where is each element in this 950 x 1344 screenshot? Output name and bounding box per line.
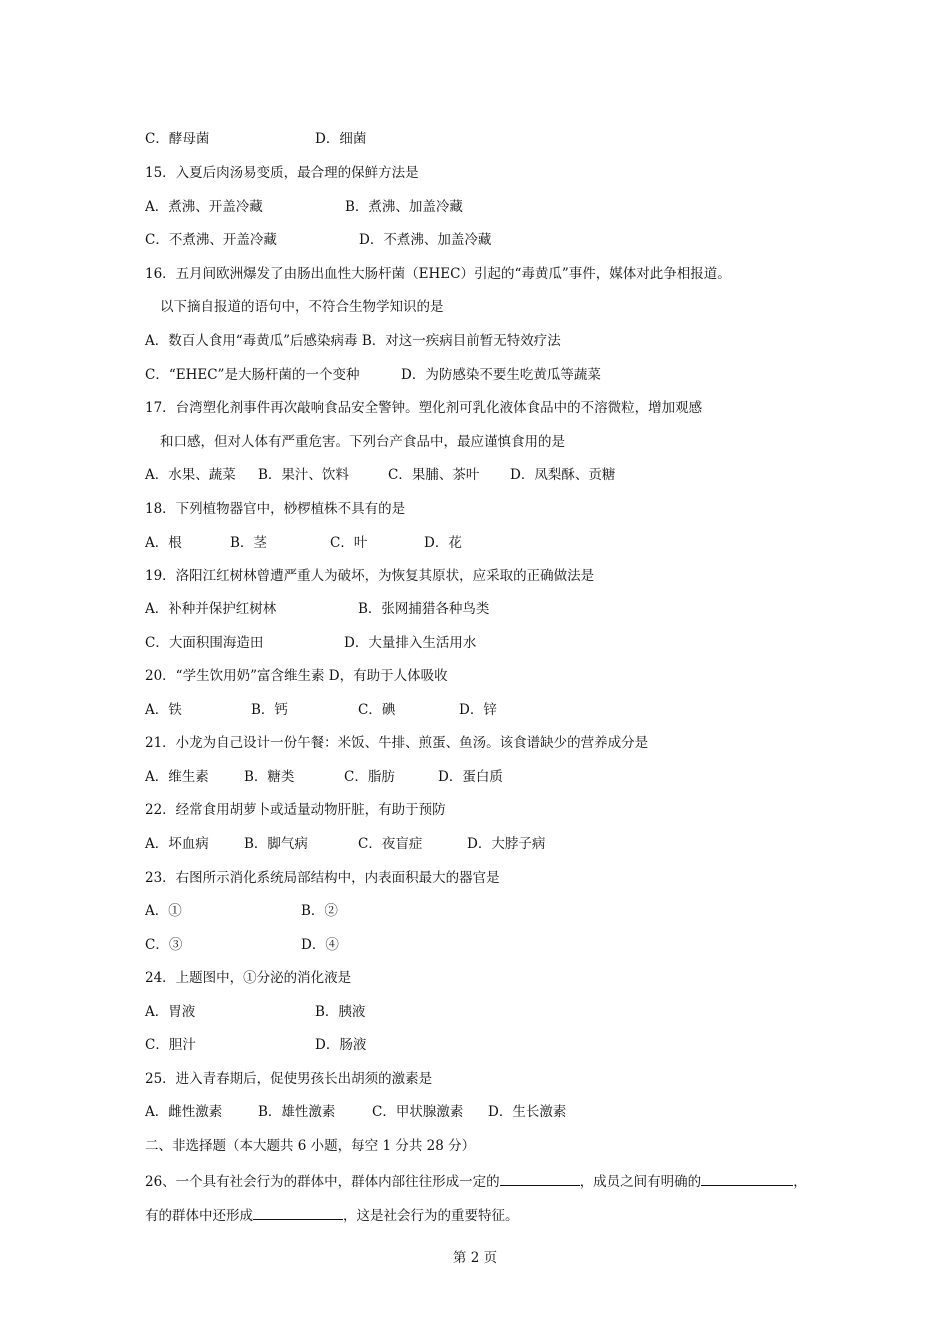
q22-option-b: B．脚气病 [244, 836, 308, 852]
q20-option-b: B．钙 [251, 702, 288, 718]
q25-option-d: D．生长激素 [488, 1104, 567, 1120]
q25-stem: 25．进入青春期后，促使男孩长出胡须的激素是 [145, 1071, 433, 1087]
q15-option-d: D．不煮沸、加盖冷藏 [359, 232, 492, 248]
q14-option-c: C．酵母菌 [145, 131, 210, 147]
q18-option-b: B．茎 [230, 535, 267, 551]
q26-text-1: 26、一个具有社会行为的群体中，群体内部往往形成一定的 [145, 1174, 500, 1190]
q26-text-3: ， [793, 1174, 807, 1190]
q21-option-d: D．蛋白质 [438, 769, 503, 785]
q16-option-a-b: A．数百人食用“毒黄瓜”后感染病毒 B．对这一疾病目前暂无特效疗法 [145, 333, 561, 349]
q17-stem-line-2: 和口感，但对人体有严重危害。下列台产食品中，最应谨慎食用的是 [160, 434, 565, 450]
q19-option-a: A．补种并保护红树林 [145, 601, 277, 617]
q21-option-c: C．脂肪 [344, 769, 395, 785]
q26-blank-1[interactable] [500, 1171, 580, 1186]
q22-stem: 22．经常食用胡萝卜或适量动物肝脏，有助于预防 [145, 802, 446, 818]
q21-option-a: A．维生素 [145, 769, 209, 785]
q18-option-c: C．叶 [330, 535, 368, 551]
q24-option-d: D．肠液 [315, 1037, 367, 1053]
q16-stem-line-2: 以下摘自报道的语句中，不符合生物学知识的是 [160, 299, 444, 315]
q17-option-d: D．凤梨酥、贡糖 [510, 467, 616, 483]
q26-blank-2[interactable] [701, 1171, 793, 1186]
q16-option-d: D．为防感染不要生吃黄瓜等蔬菜 [401, 367, 601, 383]
q26-blank-3[interactable] [253, 1205, 343, 1220]
q17-option-a: A．水果、蔬菜 [145, 467, 236, 483]
q26-line-2 [145, 1205, 519, 1225]
q17-stem-line-1: 17．台湾塑化剂事件再次敲响食品安全警钟。塑化剂可乳化液体食品中的不溶微粒，增加观感 [145, 400, 703, 416]
q24-stem: 24．上题图中，①分泌的消化液是 [145, 970, 352, 986]
page-number: 第 2 页 [452, 1250, 498, 1266]
q26-line-1 [145, 1171, 807, 1191]
q16-option-c: C．“EHEC”是大肠杆菌的一个变种 [145, 367, 360, 383]
q22-option-c: C．夜盲症 [358, 836, 423, 852]
q20-option-a: A．铁 [145, 702, 182, 718]
q24-option-b: B．胰液 [315, 1004, 366, 1020]
q21-stem: 21．小龙为自己设计一份午餐：米饭、牛排、煎蛋、鱼汤。该食谱缺少的营养成分是 [145, 735, 649, 751]
q15-option-b: B．煮沸、加盖冷藏 [345, 199, 463, 215]
q24-option-c: C．胆汁 [145, 1037, 196, 1053]
q23-option-c: C．③ [145, 937, 183, 953]
q17-option-b: B．果汁、饮料 [258, 467, 349, 483]
q23-option-d: D．④ [301, 937, 339, 953]
q16-stem-line-1: 16．五月间欧洲爆发了由肠出血性大肠杆菌（EHEC）引起的“毒黄瓜”事件，媒体对此争相报道。 [145, 266, 731, 282]
q23-option-b: B．② [301, 903, 338, 919]
q21-option-b: B．糖类 [244, 769, 295, 785]
q18-stem: 18．下列植物器官中，桫椤植株不具有的是 [145, 501, 406, 517]
q14-option-d: D．细菌 [315, 131, 367, 147]
q20-option-c: C．碘 [358, 702, 396, 718]
q15-option-a: A．煮沸、开盖冷藏 [145, 199, 263, 215]
q25-option-b: B．雄性激素 [258, 1104, 336, 1120]
q26-text-4: 有的群体中还形成 [145, 1208, 253, 1224]
q23-stem: 23．右图所示消化系统局部结构中，内表面积最大的器官是 [145, 870, 500, 886]
q23-option-a: A．① [145, 903, 182, 919]
q18-option-d: D．花 [424, 535, 462, 551]
section-2-heading: 二、非选择题（本大题共 6 小题，每空 1 分共 28 分） [145, 1138, 476, 1154]
q17-option-c: C．果脯、茶叶 [388, 467, 480, 483]
q15-stem: 15．入夏后肉汤易变质，最合理的保鲜方法是 [145, 165, 419, 181]
q20-stem: 20．“学生饮用奶”富含维生素 D，有助于人体吸收 [145, 668, 448, 684]
q24-option-a: A．胃液 [145, 1004, 196, 1020]
q19-option-b: B．张网捕猎各种鸟类 [358, 601, 490, 617]
q15-option-c: C．不煮沸、开盖冷藏 [145, 232, 277, 248]
q18-option-a: A．根 [145, 535, 182, 551]
q25-option-a: A．雌性激素 [145, 1104, 223, 1120]
q22-option-d: D．大脖子病 [467, 836, 546, 852]
q22-option-a: A．坏血病 [145, 836, 209, 852]
q19-stem: 19．洛阳江红树林曾遭严重人为破坏，为恢复其原状，应采取的正确做法是 [145, 568, 595, 584]
q26-text-2: ，成员之间有明确的 [579, 1174, 702, 1190]
q19-option-c: C．大面积围海造田 [145, 635, 264, 651]
q26-text-5: ，这是社会行为的重要特征。 [343, 1208, 519, 1224]
q20-option-d: D．锌 [459, 702, 497, 718]
q25-option-c: C．甲状腺激素 [372, 1104, 464, 1120]
q19-option-d: D．大量排入生活用水 [344, 635, 477, 651]
